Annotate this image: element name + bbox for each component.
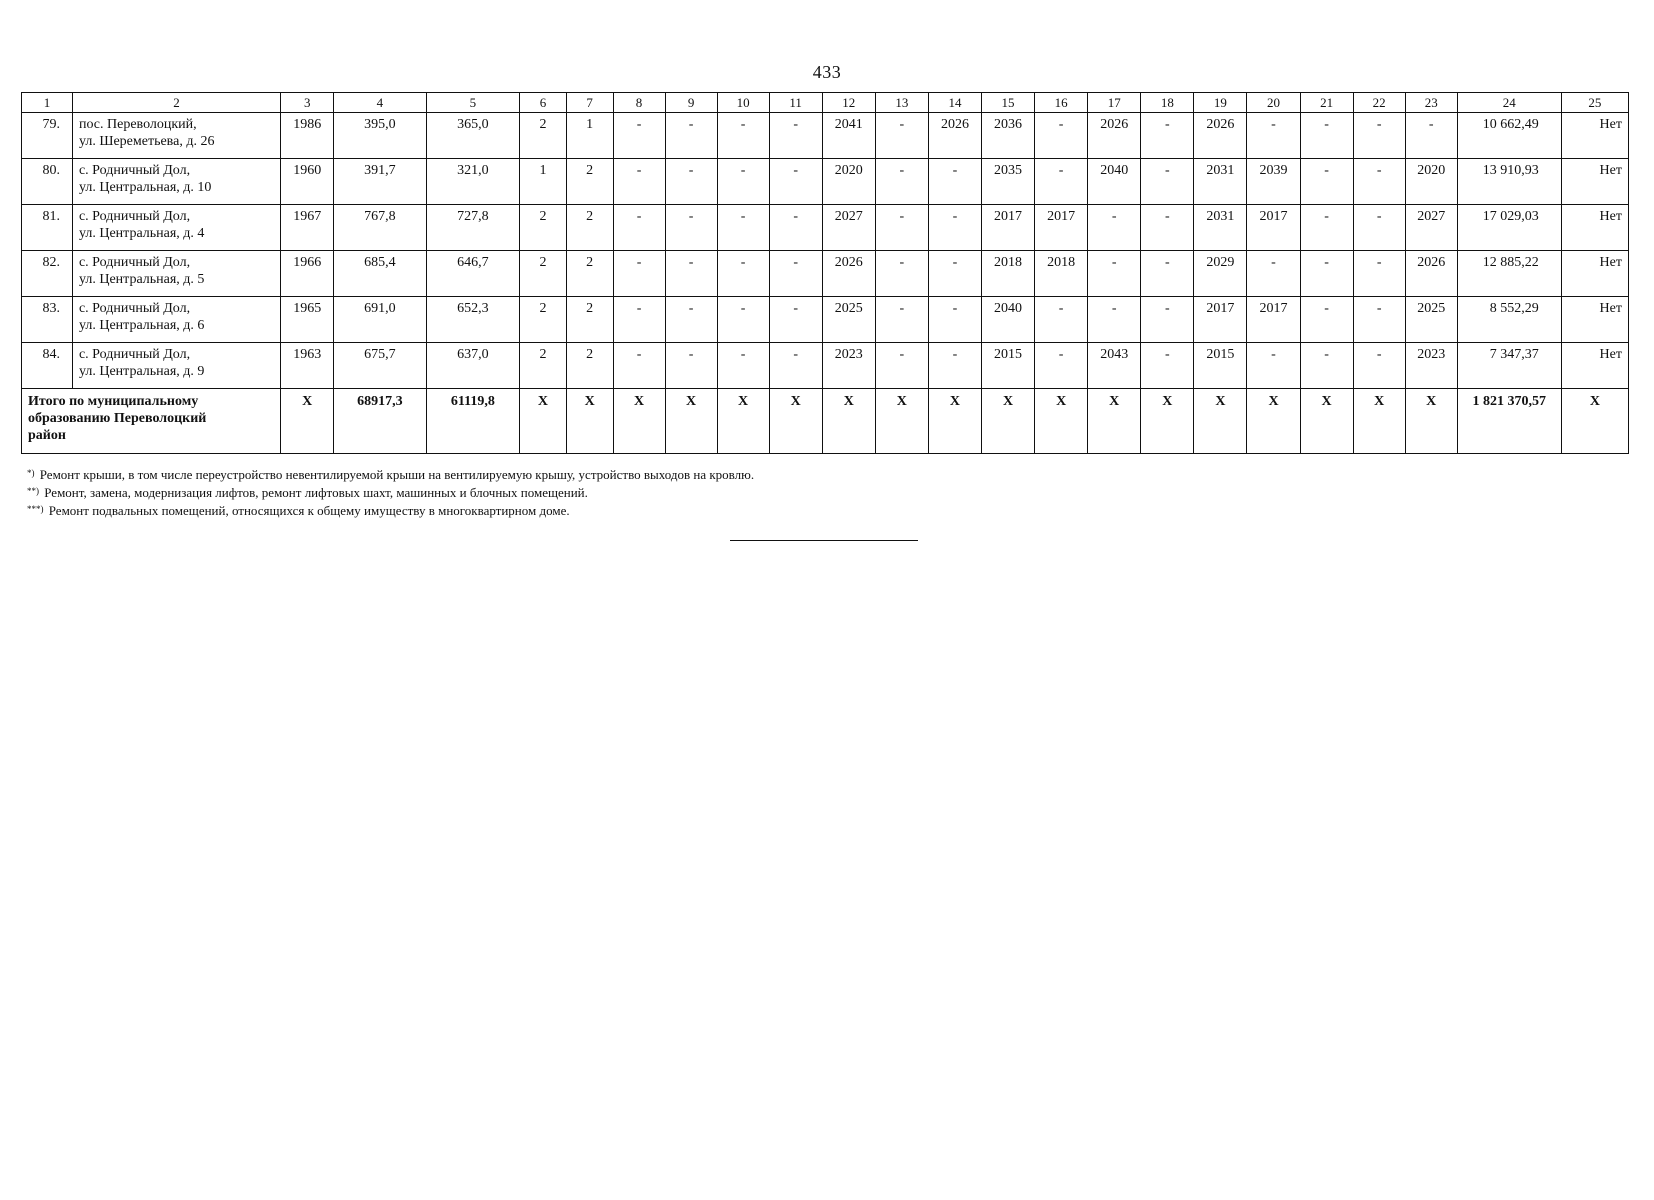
cell: 2020 <box>822 159 875 205</box>
cell: - <box>717 113 769 159</box>
footnote-text: Ремонт подвальных помещений, относящихся к общему имуществу в многоквартирном доме. <box>48 503 570 518</box>
cell: 2026 <box>1088 113 1141 159</box>
cell: - <box>1247 251 1300 297</box>
row-number: 81. <box>22 205 73 251</box>
cell: 2017 <box>1247 205 1300 251</box>
flag-cell: Нет <box>1561 297 1628 343</box>
column-header: 24 <box>1457 93 1561 113</box>
cell: 2 <box>520 205 567 251</box>
cell: - <box>613 113 665 159</box>
column-header: 25 <box>1561 93 1628 113</box>
address-line-2: ул. Центральная, д. 10 <box>78 180 212 195</box>
column-header: 15 <box>981 93 1034 113</box>
cell: 2020 <box>1405 159 1457 205</box>
total-label-line-1: Итого по муниципальному <box>28 394 199 409</box>
cell: - <box>875 343 928 389</box>
cell: - <box>769 343 822 389</box>
cell: 1 <box>520 159 567 205</box>
address-cell <box>72 113 280 159</box>
cell: 2 <box>520 251 567 297</box>
cell: 2018 <box>981 251 1034 297</box>
column-header: 13 <box>875 93 928 113</box>
cell: 2 <box>520 343 567 389</box>
area-living: 637,0 <box>426 343 519 389</box>
address-line-1: с. Родничный Дол, <box>78 209 191 224</box>
cell: - <box>717 297 769 343</box>
cell: 2017 <box>1247 297 1300 343</box>
column-header: 4 <box>334 93 426 113</box>
cell: 2017 <box>981 205 1034 251</box>
table-row <box>22 113 1629 159</box>
footnote-text: Ремонт, замена, модернизация лифтов, ремонт лифтовых шахт, машинных и блочных помещений. <box>44 485 588 500</box>
total-cost: 1 821 370,57 <box>1457 389 1561 454</box>
cell: - <box>1141 113 1194 159</box>
cost-cell: 13 910,93 <box>1457 159 1561 205</box>
total-cell: X <box>520 389 567 454</box>
cell: 2017 <box>1194 297 1247 343</box>
cell: - <box>928 251 981 297</box>
cell: - <box>1353 297 1405 343</box>
total-area-total: 68917,3 <box>334 389 426 454</box>
cell: 2025 <box>822 297 875 343</box>
cell: - <box>665 343 717 389</box>
column-header: 21 <box>1300 93 1353 113</box>
flag-cell: Нет <box>1561 343 1628 389</box>
cell: - <box>1300 251 1353 297</box>
address-line-2: ул. Центральная, д. 6 <box>78 318 205 333</box>
area-total: 767,8 <box>334 205 426 251</box>
area-living: 321,0 <box>426 159 519 205</box>
column-header: 8 <box>613 93 665 113</box>
cell: 2026 <box>1405 251 1457 297</box>
footnote-text: Ремонт крыши, в том числе переустройство невентилируемой крыши на вентилируемую крышу, устройство выходов на кровлю. <box>39 467 755 482</box>
cell: - <box>665 113 717 159</box>
cell: 2031 <box>1194 205 1247 251</box>
cell: - <box>1300 343 1353 389</box>
cell: - <box>769 113 822 159</box>
flag-cell: Нет <box>1561 251 1628 297</box>
address-line-2: ул. Центральная, д. 5 <box>78 272 205 287</box>
cell: - <box>1405 113 1457 159</box>
total-cell: X <box>928 389 981 454</box>
footnote <box>27 466 1027 484</box>
cell: 2027 <box>1405 205 1457 251</box>
cell: 2026 <box>822 251 875 297</box>
cell: - <box>769 159 822 205</box>
cell: 2026 <box>928 113 981 159</box>
total-cell: X <box>875 389 928 454</box>
footnote-mark: *) <box>27 468 35 478</box>
total-cell: X <box>1405 389 1457 454</box>
cell: 2 <box>520 113 567 159</box>
cell: - <box>1247 343 1300 389</box>
footnote <box>27 502 1027 520</box>
cell: - <box>875 297 928 343</box>
address-line-1: с. Родничный Дол, <box>78 255 191 270</box>
total-cell: X <box>1561 389 1628 454</box>
column-number-header <box>22 93 1629 113</box>
area-living: 646,7 <box>426 251 519 297</box>
address-line-2: ул. Центральная, д. 9 <box>78 364 205 379</box>
cell: - <box>717 343 769 389</box>
commission-year: 1986 <box>281 113 334 159</box>
cell: - <box>1141 251 1194 297</box>
cell: 2 <box>566 205 613 251</box>
commission-year: 1966 <box>281 251 334 297</box>
cell: 2035 <box>981 159 1034 205</box>
flag-cell: Нет <box>1561 205 1628 251</box>
cell: - <box>665 159 717 205</box>
cell: - <box>613 159 665 205</box>
cell: - <box>875 113 928 159</box>
total-cell: X <box>1353 389 1405 454</box>
cell: - <box>665 297 717 343</box>
column-header: 23 <box>1405 93 1457 113</box>
area-total: 395,0 <box>334 113 426 159</box>
column-header: 9 <box>665 93 717 113</box>
total-cell: X <box>1194 389 1247 454</box>
cell: 2015 <box>981 343 1034 389</box>
table-row <box>22 205 1629 251</box>
cell: - <box>1353 159 1405 205</box>
column-header: 16 <box>1035 93 1088 113</box>
total-cell: X <box>1088 389 1141 454</box>
address-line-1: с. Родничный Дол, <box>78 163 191 178</box>
cell: 2025 <box>1405 297 1457 343</box>
cell: 2023 <box>1405 343 1457 389</box>
total-cell: X <box>1141 389 1194 454</box>
cell: 2017 <box>1035 205 1088 251</box>
cell: - <box>717 251 769 297</box>
cell: - <box>1141 205 1194 251</box>
column-header: 6 <box>520 93 567 113</box>
total-cell: X <box>717 389 769 454</box>
cell: - <box>1035 159 1088 205</box>
cell: 2029 <box>1194 251 1247 297</box>
cell: - <box>769 251 822 297</box>
column-header: 11 <box>769 93 822 113</box>
cell: - <box>1300 113 1353 159</box>
address-line-2: ул. Шереметьева, д. 26 <box>78 134 215 149</box>
row-number: 79. <box>22 113 73 159</box>
column-header: 17 <box>1088 93 1141 113</box>
table-row <box>22 297 1629 343</box>
cell: - <box>1353 343 1405 389</box>
cell: 2040 <box>981 297 1034 343</box>
footnotes <box>27 466 1027 520</box>
row-number: 83. <box>22 297 73 343</box>
cell: 2026 <box>1194 113 1247 159</box>
cell: - <box>1035 113 1088 159</box>
table-row <box>22 159 1629 205</box>
total-cell: X <box>822 389 875 454</box>
page-number: 433 <box>812 62 842 82</box>
address-line-1: с. Родничный Дол, <box>78 301 191 316</box>
cell: - <box>1035 297 1088 343</box>
cell: 2043 <box>1088 343 1141 389</box>
footnote <box>27 484 1027 502</box>
area-total: 391,7 <box>334 159 426 205</box>
row-number: 80. <box>22 159 73 205</box>
cell: - <box>1353 251 1405 297</box>
cell: - <box>1035 343 1088 389</box>
cell: 2 <box>566 159 613 205</box>
area-living: 652,3 <box>426 297 519 343</box>
cell: - <box>717 205 769 251</box>
address-cell <box>72 343 280 389</box>
cell: - <box>1300 205 1353 251</box>
total-cell: X <box>1035 389 1088 454</box>
total-area-living: 61119,8 <box>426 389 519 454</box>
cell: - <box>613 297 665 343</box>
column-header: 18 <box>1141 93 1194 113</box>
total-row <box>22 389 1629 454</box>
cell: 2041 <box>822 113 875 159</box>
total-cell: X <box>769 389 822 454</box>
cell: 2023 <box>822 343 875 389</box>
cell: - <box>875 159 928 205</box>
cell: 2039 <box>1247 159 1300 205</box>
column-header: 14 <box>928 93 981 113</box>
column-header: 2 <box>72 93 280 113</box>
table-row <box>22 251 1629 297</box>
cell: 2040 <box>1088 159 1141 205</box>
cell: - <box>875 251 928 297</box>
cell: - <box>717 159 769 205</box>
area-total: 685,4 <box>334 251 426 297</box>
cell: 2 <box>520 297 567 343</box>
cell: 1 <box>566 113 613 159</box>
cell: - <box>665 251 717 297</box>
capital-repair-table <box>21 92 1629 454</box>
cell: - <box>613 205 665 251</box>
column-header: 7 <box>566 93 613 113</box>
cell: 2015 <box>1194 343 1247 389</box>
column-header: 10 <box>717 93 769 113</box>
address-line-1: с. Родничный Дол, <box>78 347 191 362</box>
commission-year: 1967 <box>281 205 334 251</box>
total-cell: X <box>281 389 334 454</box>
column-header: 12 <box>822 93 875 113</box>
cell: - <box>1141 297 1194 343</box>
cell: - <box>875 205 928 251</box>
cell: - <box>928 297 981 343</box>
address-cell <box>72 251 280 297</box>
cell: 2036 <box>981 113 1034 159</box>
row-number: 82. <box>22 251 73 297</box>
area-living: 727,8 <box>426 205 519 251</box>
cell: 2 <box>566 297 613 343</box>
cost-cell: 12 885,22 <box>1457 251 1561 297</box>
row-number: 84. <box>22 343 73 389</box>
cell: - <box>1353 205 1405 251</box>
cell: - <box>1141 343 1194 389</box>
cell: - <box>1141 159 1194 205</box>
cell: 2018 <box>1035 251 1088 297</box>
total-cell: X <box>1247 389 1300 454</box>
column-header: 20 <box>1247 93 1300 113</box>
cell: - <box>1247 113 1300 159</box>
total-label-line-2: образованию Переволоцкий <box>28 411 207 426</box>
cost-cell: 8 552,29 <box>1457 297 1561 343</box>
commission-year: 1960 <box>281 159 334 205</box>
cell: - <box>1300 297 1353 343</box>
address-line-2: ул. Центральная, д. 4 <box>78 226 205 241</box>
total-cell: X <box>613 389 665 454</box>
column-header: 22 <box>1353 93 1405 113</box>
total-label-line-3: район <box>28 428 66 443</box>
footnote-mark: ***) <box>27 504 44 514</box>
area-total: 691,0 <box>334 297 426 343</box>
cell: - <box>1088 297 1141 343</box>
footnote-mark: **) <box>27 486 39 496</box>
cell: - <box>1300 159 1353 205</box>
flag-cell: Нет <box>1561 113 1628 159</box>
cost-cell: 7 347,37 <box>1457 343 1561 389</box>
cost-cell: 10 662,49 <box>1457 113 1561 159</box>
commission-year: 1965 <box>281 297 334 343</box>
cell: - <box>1088 205 1141 251</box>
total-cell: X <box>981 389 1034 454</box>
address-line-1: пос. Переволоцкий, <box>78 117 197 132</box>
cell: - <box>613 251 665 297</box>
commission-year: 1963 <box>281 343 334 389</box>
total-cell: X <box>566 389 613 454</box>
cell: - <box>769 297 822 343</box>
cell: - <box>1353 113 1405 159</box>
address-cell <box>72 159 280 205</box>
address-cell <box>72 297 280 343</box>
cell: - <box>613 343 665 389</box>
column-header: 5 <box>426 93 519 113</box>
cell: - <box>928 343 981 389</box>
total-cell: X <box>665 389 717 454</box>
address-cell <box>72 205 280 251</box>
cell: - <box>928 159 981 205</box>
area-total: 675,7 <box>334 343 426 389</box>
flag-cell: Нет <box>1561 159 1628 205</box>
column-header: 1 <box>22 93 73 113</box>
column-header: 19 <box>1194 93 1247 113</box>
total-cell: X <box>1300 389 1353 454</box>
total-label <box>22 389 281 454</box>
cell: 2031 <box>1194 159 1247 205</box>
cell: - <box>928 205 981 251</box>
area-living: 365,0 <box>426 113 519 159</box>
cell: 2027 <box>822 205 875 251</box>
cell: - <box>769 205 822 251</box>
column-header: 3 <box>281 93 334 113</box>
cell: - <box>1088 251 1141 297</box>
cell: 2 <box>566 251 613 297</box>
end-separator-line <box>730 540 918 541</box>
cell: 2 <box>566 343 613 389</box>
cost-cell: 17 029,03 <box>1457 205 1561 251</box>
table-row <box>22 343 1629 389</box>
cell: - <box>665 205 717 251</box>
